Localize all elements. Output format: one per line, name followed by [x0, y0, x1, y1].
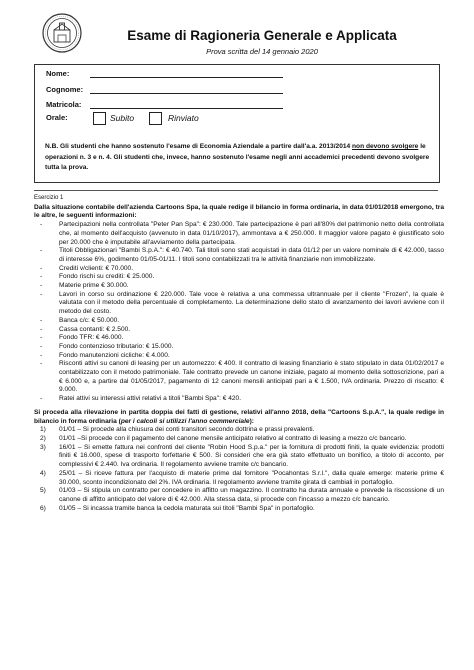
- operation-text: 16/01 – Si emette fattura nei confronti del cliente "Robin Hood S.p.a." per la fornitura di prodotti finiti, la quale evidenzia: prodotti finiti € 16.000, spese di trasporto forfettarie € 500. Si consideri che era già stato effettuato un bonifico, a titolo di acconto, per complessivi € 2.440. Iva ordinaria. Il regolamento avviene tramite c/c bancario.: [59, 443, 444, 469]
- list-item: - Crediti v/clienti: € 70.000.: [34, 265, 444, 274]
- operation-number: 3): [40, 443, 46, 451]
- list-item: - Banca c/c: € 50.000.: [34, 317, 444, 326]
- exam-date-subtitle: Prova scritta del 14 gennaio 2020: [206, 47, 318, 56]
- exercise-heading: Esercizio 1: [34, 195, 64, 201]
- list-item: - Partecipazioni nella controllata "Peter Pan Spa": € 230.000. Tale partecipazione è pari all'80% del patrimonio netto della controllata che, al momento dell'acquisto (avvenuto in data 01/10/2017), ammontava a € 250.000. Il maggior valore pagato è giustificato solo per 20.000 che è imputabile all'avviamento della partecipata.: [34, 221, 444, 247]
- nota-bene-text-2: le operazioni n. 3 e n. 4. Gli studenti che, invece, hanno sostenuto l'esame negli anni accademici precedenti devono svolgere tutta la prova.: [45, 143, 430, 171]
- list-item: - Fondo rischi su crediti: € 25.000.: [34, 273, 444, 282]
- matricola-field[interactable]: [90, 108, 283, 109]
- operation-item: [34, 505, 444, 514]
- nota-bene-text-1: N.B. Gli studenti che hanno sostenuto l'esame di Economia Aziendale a partire dall'a.a. 2013/2014: [45, 143, 353, 150]
- rinviato-label: Rinviato: [168, 113, 199, 123]
- matricola-label: Matricola:: [46, 100, 82, 109]
- exercise-content: [34, 194, 444, 513]
- operation-number: 1): [40, 426, 46, 434]
- operation-text: 01/03 – Si stipula un contratto per concedere in affitto un magazzino. Il contratto ha durata annuale e prevede la riscossione di un canone di affitto anticipato del valore di € 42.000. Alla stessa data, si procede con l'incasso a mezzo c/c bancario.: [59, 487, 444, 503]
- exercise-intro: Dalla situazione contabile dell'azienda Cartoons Spa, la quale redige il bilancio in forma ordinaria, in data 01/01/2018 emergono, tra le altre, le seguenti informazioni:: [34, 203, 444, 220]
- operation-text: 01/01 – Si procede alla chiusura dei conti transitori secondo dottrina e prassi prevalenti.: [59, 426, 315, 434]
- nome-field[interactable]: [90, 77, 283, 78]
- operations-list: [34, 426, 444, 513]
- operation-number: 4): [40, 469, 46, 477]
- nota-bene-underlined: non devono svolgere: [352, 143, 419, 150]
- nota-bene: [45, 142, 430, 174]
- operation-text: 01/01 –Si procede con il pagamento del canone mensile anticipato relativo al contratto di leasing a mezzo c/c bancario.: [59, 434, 407, 442]
- operations-intro-italic: per i calcoli si utilizzi l'anno commerciale: [120, 417, 250, 425]
- operations-intro: [34, 409, 444, 426]
- cognome-field[interactable]: [90, 93, 283, 94]
- university-seal-icon: [42, 13, 82, 53]
- exam-title: Esame di Ragioneria Generale e Applicata: [127, 28, 397, 43]
- operation-item: [34, 470, 444, 487]
- operation-number: 5): [40, 487, 46, 495]
- section-divider: [34, 190, 438, 191]
- rinviato-checkbox[interactable]: [149, 112, 162, 125]
- operation-text: 01/05 – Si incassa tramite banca la cedola maturata sui titoli "Bambi Spa" in portafoglio.: [59, 504, 315, 512]
- cognome-label: Cognome:: [46, 85, 84, 94]
- operation-item: [34, 426, 444, 435]
- operations-intro-text-2: ):: [249, 417, 254, 425]
- list-item: - Fondo manutenzioni cicliche: € 4.000.: [34, 352, 444, 361]
- subito-checkbox[interactable]: [93, 112, 106, 125]
- operation-number: 6): [40, 504, 46, 512]
- nome-label: Nome:: [46, 69, 70, 78]
- operation-number: 2): [40, 434, 46, 442]
- subito-label: Subito: [110, 113, 135, 123]
- list-item: - Cassa contanti: € 2.500.: [34, 326, 444, 335]
- list-item: - Fondo TFR: € 46.000.: [34, 334, 444, 343]
- list-item: - Titoli Obbligazionari "Bambi S.p.A.": € 40.740. Tali titoli sono stati acquistati in data 01/12 per un valore nominale di € 42.000, tasso di interesse 6%, godimento 01/05-01/11. I titoli sono contabilizzati tra le attività finanziarie non immobilizzate.: [34, 247, 444, 264]
- operations-intro-text-1: Si proceda alla rilevazione in partita doppia dei fatti di gestione, relativi all'anno 2018, della "Cartoons S.p.A.", la quale redige in bilancio in forma ordinaria (: [34, 408, 444, 425]
- list-item: - Ratei attivi su interessi attivi relativi a titoli "Bambi Spa": € 420.: [34, 395, 444, 404]
- operation-text: 25/01 – Si riceve fattura per l'acquisto di materie prime dal fornitore "Pocahontas S.r.l.", dalla quale emerge: materie prime € 30.000, sconto incondizionato del 2%. IVA ordinaria. Il regolamento avviene tramite girata di cambiali in portafoglio.: [59, 469, 444, 486]
- list-item: - Fondo contenzioso tributario: € 15.000.: [34, 343, 444, 352]
- list-item: - Lavori in corso su ordinazione € 220.000. Tale voce è relativa a una commessa ultrannuale per il cliente "Frozen", la quale è valutata con il metodo della percentuale di completamento. La determinazione dello stato di avanzamento dei lavori avviene con il metodo del costo.: [34, 291, 444, 317]
- list-item: - Risconti attivi su canoni di leasing per un autornezzo: € 400. Il contratto di leasing finanziario è stato stipulato in data 01/02/2017 e contabilizzato con il metodo patrimoniale. Tale contratto prevede un canone iniziale, pagato al momento della sottoscrizione, pari a € 6.000 e, a partire dal 01/05/2017, pagamento di 12 canoni mensili anticipati pari a € 1.500, IVA ordinaria. Prezzo di riscatto: € 9.000.: [34, 360, 444, 395]
- operation-item: [34, 487, 444, 504]
- operation-item: [34, 444, 444, 470]
- list-item: - Materie prime € 30.000.: [34, 282, 444, 291]
- balance-items-list: [34, 221, 444, 404]
- orale-label: Orale:: [46, 113, 68, 122]
- operation-item: [34, 435, 444, 444]
